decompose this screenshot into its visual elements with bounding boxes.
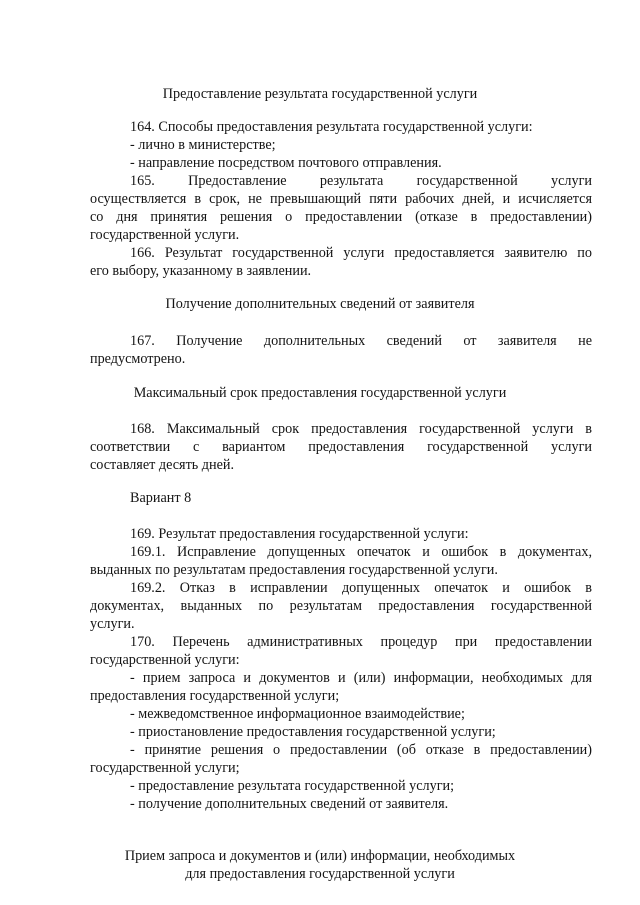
paragraph-169-line: услуги. (90, 616, 135, 632)
paragraph-165-line: 165. Предоставление результата государственной услуги (130, 173, 592, 189)
paragraph-165-line: осуществляется в срок, не превышающий пяти рабочих дней, и исчисляется (90, 191, 592, 207)
paragraph-167-line: предусмотрено. (90, 351, 186, 367)
paragraph-169-line: 169.1. Исправление допущенных опечаток и ошибок в документах, (130, 544, 592, 560)
paragraph-170-line: - межведомственное информационное взаимодействие; (130, 706, 465, 722)
paragraph-164-line: - лично в министерстве; (130, 137, 276, 153)
paragraph-170-line: - предоставление результата государственной услуги; (130, 778, 455, 794)
section-heading-result: Предоставление результата государственной услуги (162, 86, 478, 102)
paragraph-169-line: 169. Результат предоставления государственной услуги: (130, 526, 469, 542)
paragraph-166-line: 166. Результат государственной услуги предоставляется заявителю по (130, 245, 592, 261)
paragraph-170-line: - прием запроса и документов и (или) информации, необходимых для (130, 670, 592, 686)
paragraph-170-line: 170. Перечень административных процедур при предоставлении (130, 634, 592, 650)
paragraph-170-line: государственной услуги: (90, 652, 240, 668)
variant-heading: Вариант 8 (130, 490, 192, 506)
paragraph-170-line: предоставления государственной услуги; (90, 688, 340, 704)
section-heading-max-term: Максимальный срок предоставления государственной услуги (133, 385, 507, 401)
paragraph-164-line: - направление посредством почтового отправления. (130, 155, 442, 171)
paragraph-165-line: государственной услуги. (90, 227, 240, 243)
paragraph-168-line: составляет десять дней. (90, 457, 235, 473)
paragraph-170-line: государственной услуги; (90, 760, 240, 776)
paragraph-169-line: документах, выданных по результатам предоставления государственной (90, 598, 592, 614)
paragraph-165-line: со дня принятия решения о предоставлении (отказе в предоставлении) (90, 209, 592, 225)
paragraph-168-line: соответствии с вариантом предоставления государственной услуги (90, 439, 592, 455)
paragraph-169-line: 169.2. Отказ в исправлении допущенных опечаток и ошибок в (130, 580, 592, 596)
section-heading-additional-info: Получение дополнительных сведений от заявителя (165, 296, 475, 312)
paragraph-164-line: 164. Способы предоставления результата государственной услуги: (130, 119, 533, 135)
paragraph-169-line: выданных по результатам предоставления государственной услуги. (90, 562, 498, 578)
paragraph-170-line: - получение дополнительных сведений от заявителя. (130, 796, 449, 812)
paragraph-168-line: 168. Максимальный срок предоставления государственной услуги в (130, 421, 592, 437)
paragraph-170-line: - принятие решения о предоставлении (об отказе в предоставлении) (130, 742, 592, 758)
paragraph-166-line: его выбору, указанному в заявлении. (90, 263, 312, 279)
section-heading-request-line-1: Прием запроса и документов и (или) информации, необходимых (124, 848, 516, 864)
paragraph-170-line: - приостановление предоставления государственной услуги; (130, 724, 496, 740)
section-heading-request-line-2: для предоставления государственной услуги (185, 866, 455, 882)
paragraph-167-line: 167. Получение дополнительных сведений от заявителя не (130, 333, 592, 349)
